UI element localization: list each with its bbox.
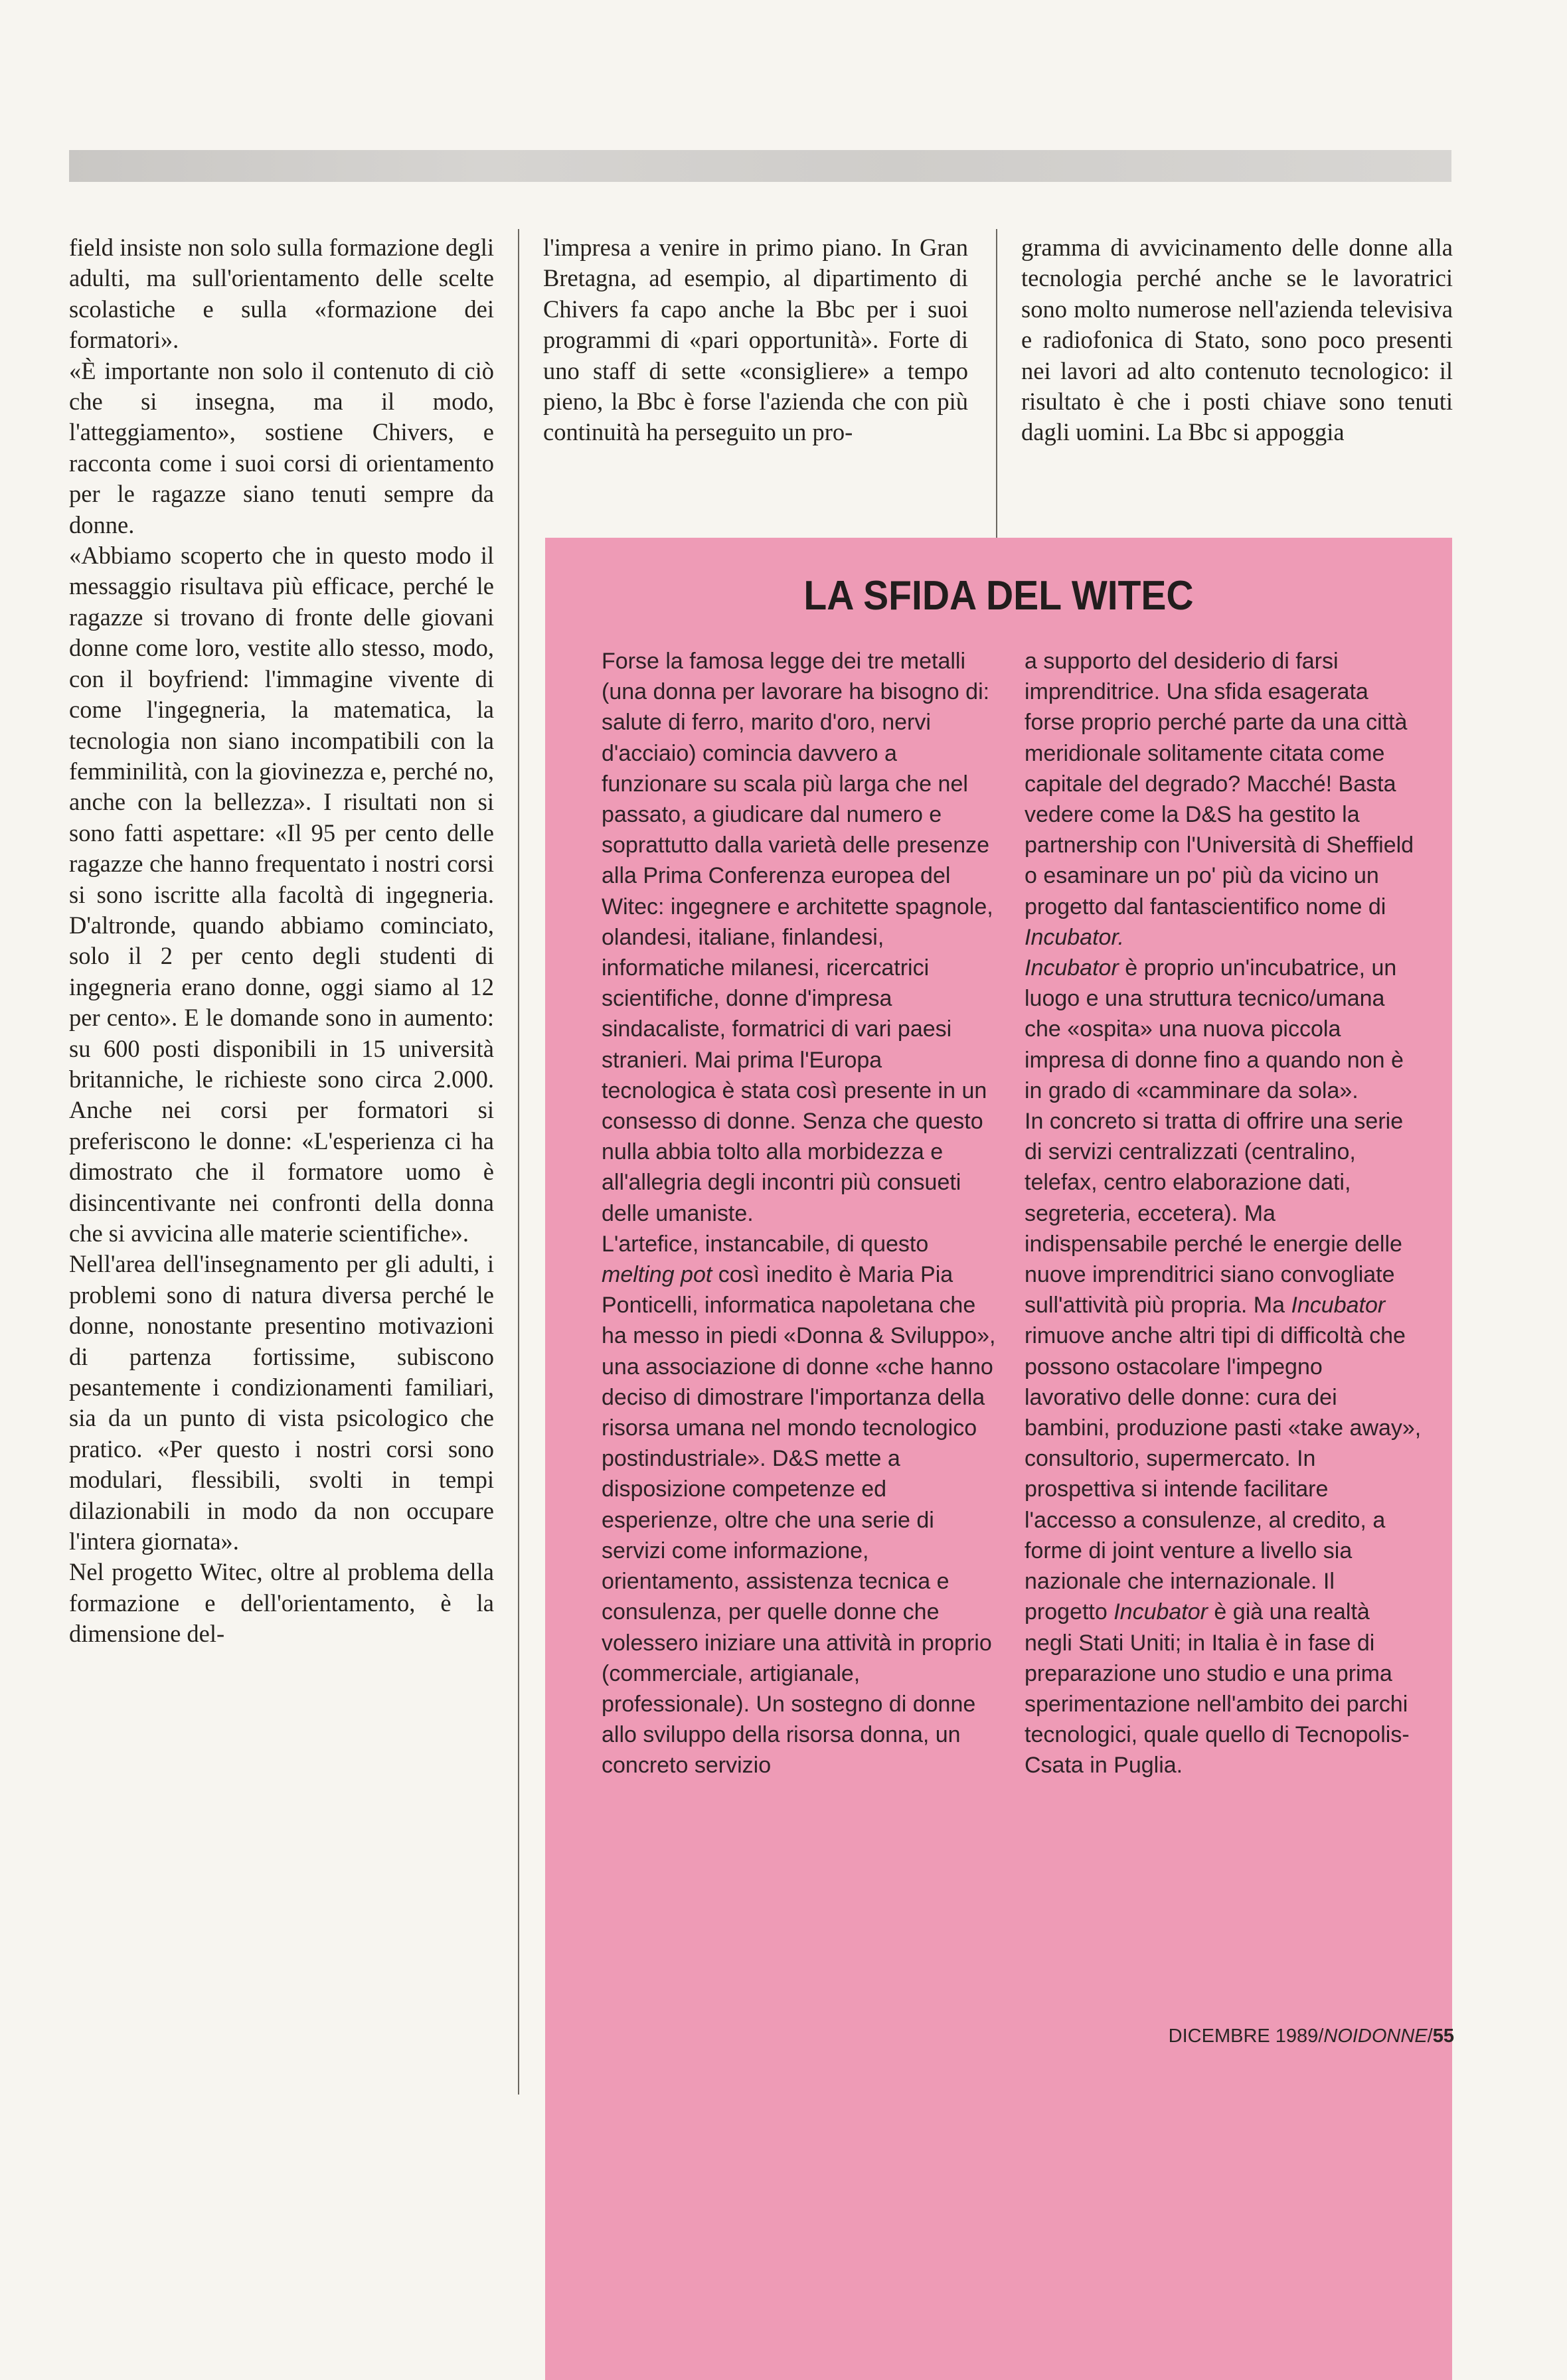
italic-term: Incubator. bbox=[1025, 924, 1124, 950]
sidebar-paragraph bbox=[1025, 646, 1423, 953]
sidebar-paragraph bbox=[1025, 953, 1423, 1106]
text-span: è proprio un'incubatrice, un luogo e una struttura tecnico/umana che «ospita» una nuova piccola impresa di donne fino a quando non è in grado di «camminare da sola». bbox=[1025, 955, 1404, 1103]
sidebar-paragraph bbox=[1025, 1106, 1423, 1781]
article-paragraph: Nell'area dell'insegnamento per gli adulti, i problemi sono di natura diversa perché le donne, nonostante presentino motivazioni di partenza fortissime, subiscono pesantemente i condizionamenti familiari, sia da un punto di vista psicologico che pratico. «Per questo i nostri corsi sono modulari, flessibili, svolti in tempi dilazionabili in modo da non occupare l'intera giornata». bbox=[69, 1250, 494, 1555]
sidebar-column-1 bbox=[602, 646, 1000, 1781]
article-column-3 bbox=[1021, 232, 1453, 448]
text-span: L'artefice, instancabile, di questo bbox=[602, 1231, 929, 1257]
italic-term: Incubator bbox=[1291, 1293, 1386, 1318]
footer-separator: / bbox=[1427, 2025, 1433, 2047]
article-column-2 bbox=[543, 232, 968, 448]
article-paragraph: field insiste non solo sulla formazione degli adulti, ma sull'orientamento delle scelte scolastiche e sulla «formazione dei formatori». bbox=[69, 234, 494, 354]
sidebar-title: LA SFIDA DEL WITEC bbox=[803, 573, 1194, 619]
article-paragraph: «È importante non solo il contenuto di ciò che si insegna, ma il modo, l'atteggiamento», sostiene Chivers, e racconta come i suoi corsi di orientamento per le ragazze siano tenuti sempre da donne. bbox=[69, 357, 494, 538]
footer-date: DICEMBRE 1989/ bbox=[1168, 2025, 1324, 2047]
text-span: a supporto del desiderio di farsi imprenditrice. Una sfida esagerata forse proprio perché parte da una città meridionale solitamente citata come capitale del degrado? Macché! Basta vedere come la D&S ha gestito la partnership con l'Università di Sheffield o esaminare un po' più da vicino un progetto dal fantascientifico nome di bbox=[1025, 649, 1414, 919]
sidebar-box bbox=[545, 538, 1452, 2380]
header-band bbox=[69, 150, 1451, 182]
article-paragraph: l'impresa a venire in primo piano. In Gran Bretagna, ad esempio, al dipartimento di Chivers fa capo anche la Bbc per i suoi programmi di «pari opportunità». Forte di uno staff di sette «consigliere» a tempo pieno, la Bbc è forse l'azienda che con più continuità ha perseguito un pro- bbox=[543, 234, 968, 446]
sidebar-paragraph bbox=[602, 1229, 1000, 1781]
column-divider bbox=[996, 229, 997, 538]
article-column-1 bbox=[69, 232, 494, 1650]
text-span: In concreto si tratta di offrire una serie di servizi centralizzati (centralino, telefax, centro elaborazione dati, segreteria, eccetera). Ma indispensabile perché le energie delle nuove imprenditrici siano convogliate sull'attività più propria. Ma bbox=[1025, 1109, 1404, 1318]
page-footer bbox=[1169, 2025, 1454, 2047]
sidebar-column-2 bbox=[1025, 646, 1423, 1781]
italic-term: Incubator bbox=[1025, 955, 1119, 981]
footer-magazine: NOIDONNE bbox=[1323, 2025, 1428, 2047]
italic-term: melting pot bbox=[602, 1262, 712, 1288]
article-paragraph: «Abbiamo scoperto che in questo modo il messaggio risultava più efficace, perché le ragazze si trovano di fronte delle giovani donne come loro, vestite allo stesso, modo, con il boyfriend: l'immagine vivente di come l'ingegneria, la matematica, la tecnologia non siano incompatibili con la femminilità, con la giovinezza e, perché no, anche con la bellezza». I risultati non si sono fatti aspettare: «Il 95 per cento delle ragazze che hanno frequentato i nostri corsi si sono iscritte alla facoltà di ingegneria. D'altronde, quando abbiamo cominciato, solo il 2 per cento degli studenti di ingegneria erano donne, oggi siamo al 12 per cento». E le domande sono in aumento: su 600 posti disponibili in 15 università britanniche, le richieste sono circa 2.000. Anche nei corsi per formatori si preferiscono le donne: «L'esperienza ci ha dimostrato che il formatore uomo è disincentivante nei confronti della donna che si avvicina alle materie scientifiche». bbox=[69, 542, 494, 1247]
italic-term: Incubator bbox=[1113, 1599, 1208, 1625]
article-paragraph: gramma di avvicinamento delle donne alla tecnologia perché anche se le lavoratrici sono molto numerose nell'azienda televisiva e radiofonica di Stato, sono poco presenti nei lavori ad alto contenuto tecnologico: il risultato è che i posti chiave sono tenuti dagli uomini. La Bbc si appoggia bbox=[1021, 234, 1453, 446]
text-span: è già una realtà negli Stati Uniti; in Italia è in fase di preparazione uno studio e una prima sperimentazione nell'ambito dei parchi tecnologici, quale quello di Tecnopolis-Csata in Puglia. bbox=[1025, 1599, 1410, 1779]
text-span: rimuove anche altri tipi di difficoltà che possono ostacolare l'impegno lavorativo delle donne: cura dei bambini, produzione pasti «take away», consultorio, supermercato. In prospettiva si intende facilitare l'accesso a consulenze, al credito, a forme di joint venture a livello sia nazionale che internazionale. Il progetto bbox=[1025, 1323, 1422, 1625]
page-number: 55 bbox=[1432, 2025, 1454, 2047]
column-divider bbox=[518, 229, 519, 2095]
text-span: così inedito è Maria Pia Ponticelli, informatica napoletana che ha messo in piedi «Donna & Sviluppo», una associazione di donne «che hanno deciso di dimostrare l'importanza della risorsa umana nel mondo tecnologico postindustriale». D&S mette a disposizione competenze ed esperienze, oltre che una serie di servizi come informazione, orientamento, assistenza tecnica e consulenza, per quelle donne che volessero iniziare una attività in proprio (commerciale, artigianale, professionale). Un sostegno di donne allo sviluppo della risorsa donna, un concreto servizio bbox=[602, 1262, 996, 1779]
article-paragraph: Nel progetto Witec, oltre al problema della formazione e dell'orientamento, è la dimensione del- bbox=[69, 1558, 494, 1648]
sidebar-paragraph: Forse la famosa legge dei tre metalli (una donna per lavorare ha bisogno di: salute di ferro, marito d'oro, nervi d'acciaio) comincia davvero a funzionare su scala più larga che nel passato, a giudicare dal numero e soprattutto dalla varietà delle presenze alla Prima Conferenza europea del Witec: ingegnere e architette spagnole, olandesi, italiane, finlandesi, informatiche milanesi, ricercatrici scientifiche, donne d'impresa sindacaliste, formatrici di vari paesi stranieri. Mai prima l'Europa tecnologica è stata così presente in un consesso di donne. Senza che questo nulla abbia tolto alla morbidezza e all'allegria degli incontri più consueti delle umaniste. bbox=[602, 649, 993, 1226]
